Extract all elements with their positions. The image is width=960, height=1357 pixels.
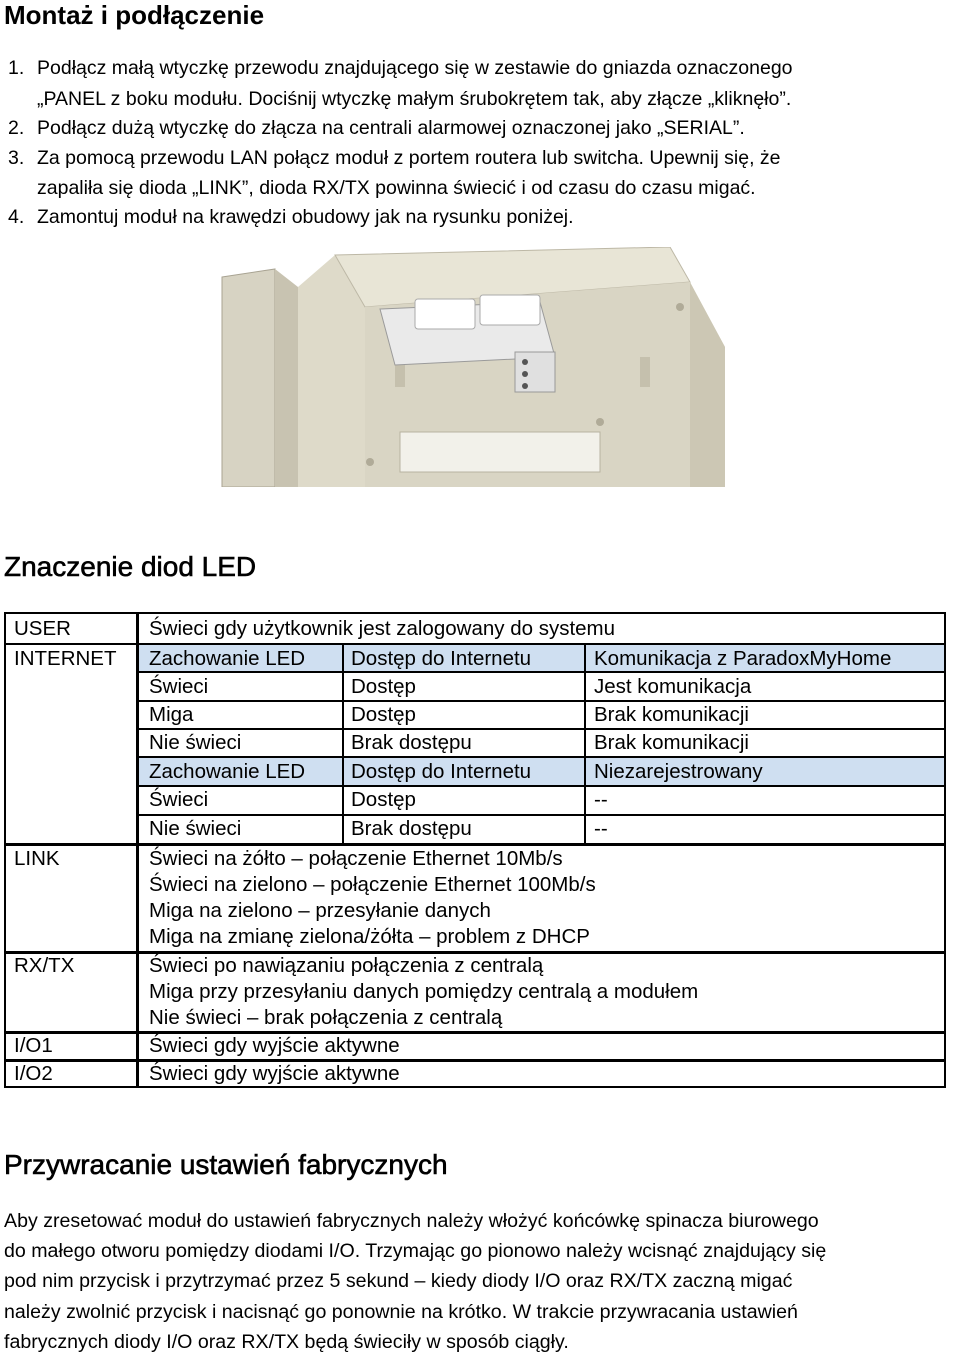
table-cell: Nie świeci xyxy=(149,817,242,840)
internet-table1-header-2: Dostęp do Internetu xyxy=(351,647,532,670)
led-rxtx-label: RX/TX xyxy=(14,954,75,977)
enclosure-illustration xyxy=(220,247,730,487)
step-1: 1. Podłącz małą wtyczkę przewodu znajdującego się w zestawie do gniazda oznaczonego xyxy=(8,57,793,79)
paragraph-line: fabrycznych diody I/O oraz RX/TX będą świeciły w sposób ciągły. xyxy=(4,1330,569,1353)
table-cell: -- xyxy=(594,817,608,840)
led-internet-label: INTERNET xyxy=(14,647,117,670)
led-link-line: Świeci na zielono – połączenie Ethernet 100Mb/s xyxy=(149,873,596,896)
table-cell: Brak komunikacji xyxy=(594,703,749,726)
led-link-line: Miga na zielono – przesyłanie danych xyxy=(149,899,491,922)
section-title-factory-reset: Przywracanie ustawień fabrycznych xyxy=(4,1149,448,1180)
section-title-leds: Znaczenie diod LED xyxy=(4,551,257,582)
section-title-montaz: Montaż i podłączenie xyxy=(4,0,265,30)
internet-table2-header-2: Dostęp do Internetu xyxy=(351,760,532,783)
table-cell: Świeci xyxy=(149,675,209,698)
table-cell: Brak dostępu xyxy=(351,731,472,754)
step-2: 2. Podłącz dużą wtyczkę do złącza na centrali alarmowej oznaczonej jako „SERIAL”. xyxy=(8,117,745,139)
led-link-line: Miga na zmianę zielona/żółta – problem z DHCP xyxy=(149,925,590,948)
table-cell: -- xyxy=(594,788,608,811)
table-cell: Nie świeci xyxy=(149,731,242,754)
led-table xyxy=(4,612,946,1088)
led-rxtx-line: Świeci po nawiązaniu połączenia z centralą xyxy=(149,954,544,977)
internet-table2-header-3: Niezarejestrowany xyxy=(594,760,763,783)
internet-table1-header-3: Komunikacja z ParadoxMyHome xyxy=(594,647,892,670)
paragraph-line: należy zwolnić przycisk i nacisnąć go ponownie na krótko. W trakcie przywracania ustawień xyxy=(4,1300,798,1323)
led-link-line: Świeci na żółto – połączenie Ethernet 10Mb/s xyxy=(149,847,563,870)
table-cell: Dostęp xyxy=(351,675,416,698)
table-cell: Brak komunikacji xyxy=(594,731,749,754)
internet-table2-header-1: Zachowanie LED xyxy=(149,760,306,783)
internet-table1-header-1: Zachowanie LED xyxy=(149,647,306,670)
table-cell: Jest komunikacja xyxy=(594,675,752,698)
table-cell: Świeci xyxy=(149,788,209,811)
step-3: 3. Za pomocą przewodu LAN połącz moduł z portem routera lub switcha. Upewnij się, że xyxy=(8,147,781,169)
led-io2-desc: Świeci gdy wyjście aktywne xyxy=(149,1062,400,1085)
paragraph-line: pod nim przycisk i przytrzymać przez 5 sekund – kiedy diody I/O oraz RX/TX zaczną migać xyxy=(4,1270,793,1293)
led-user-desc: Świeci gdy użytkownik jest zalogowany do systemu xyxy=(149,617,616,640)
step-4: 4. Zamontuj moduł na krawędzi obudowy jak na rysunku poniżej. xyxy=(8,206,574,228)
led-rxtx-line: Nie świeci – brak połączenia z centralą xyxy=(149,1006,503,1029)
step-3-continuation: zapaliła się dioda „LINK”, dioda RX/TX powinna świecić i od czasu do czasu migać. xyxy=(37,177,756,199)
led-link-label: LINK xyxy=(14,847,60,870)
led-io1-desc: Świeci gdy wyjście aktywne xyxy=(149,1034,400,1057)
table-cell: Dostęp xyxy=(351,703,416,726)
table-cell: Miga xyxy=(149,703,194,726)
led-io2-label: I/O2 xyxy=(14,1062,53,1085)
table-cell: Brak dostępu xyxy=(351,817,472,840)
led-user-label: USER xyxy=(14,617,71,640)
paragraph-line: do małego otworu pomiędzy diodami I/O. Trzymając go pionowo należy wcisnąć znajdujący się xyxy=(4,1240,827,1263)
led-io1-label: I/O1 xyxy=(14,1034,53,1057)
led-rxtx-line: Miga przy przesyłaniu danych pomiędzy centralą a modułem xyxy=(149,980,699,1003)
paragraph-line: Aby zresetować moduł do ustawień fabrycznych należy włożyć końcówkę spinacza biurowego xyxy=(4,1210,819,1232)
factory-reset-paragraph xyxy=(4,1206,960,1357)
step-1-continuation: „PANEL z boku modułu. Dociśnij wtyczkę małym śrubokrętem tak, aby złącze „kliknęło”. xyxy=(37,88,792,110)
table-cell: Dostęp xyxy=(351,788,416,811)
